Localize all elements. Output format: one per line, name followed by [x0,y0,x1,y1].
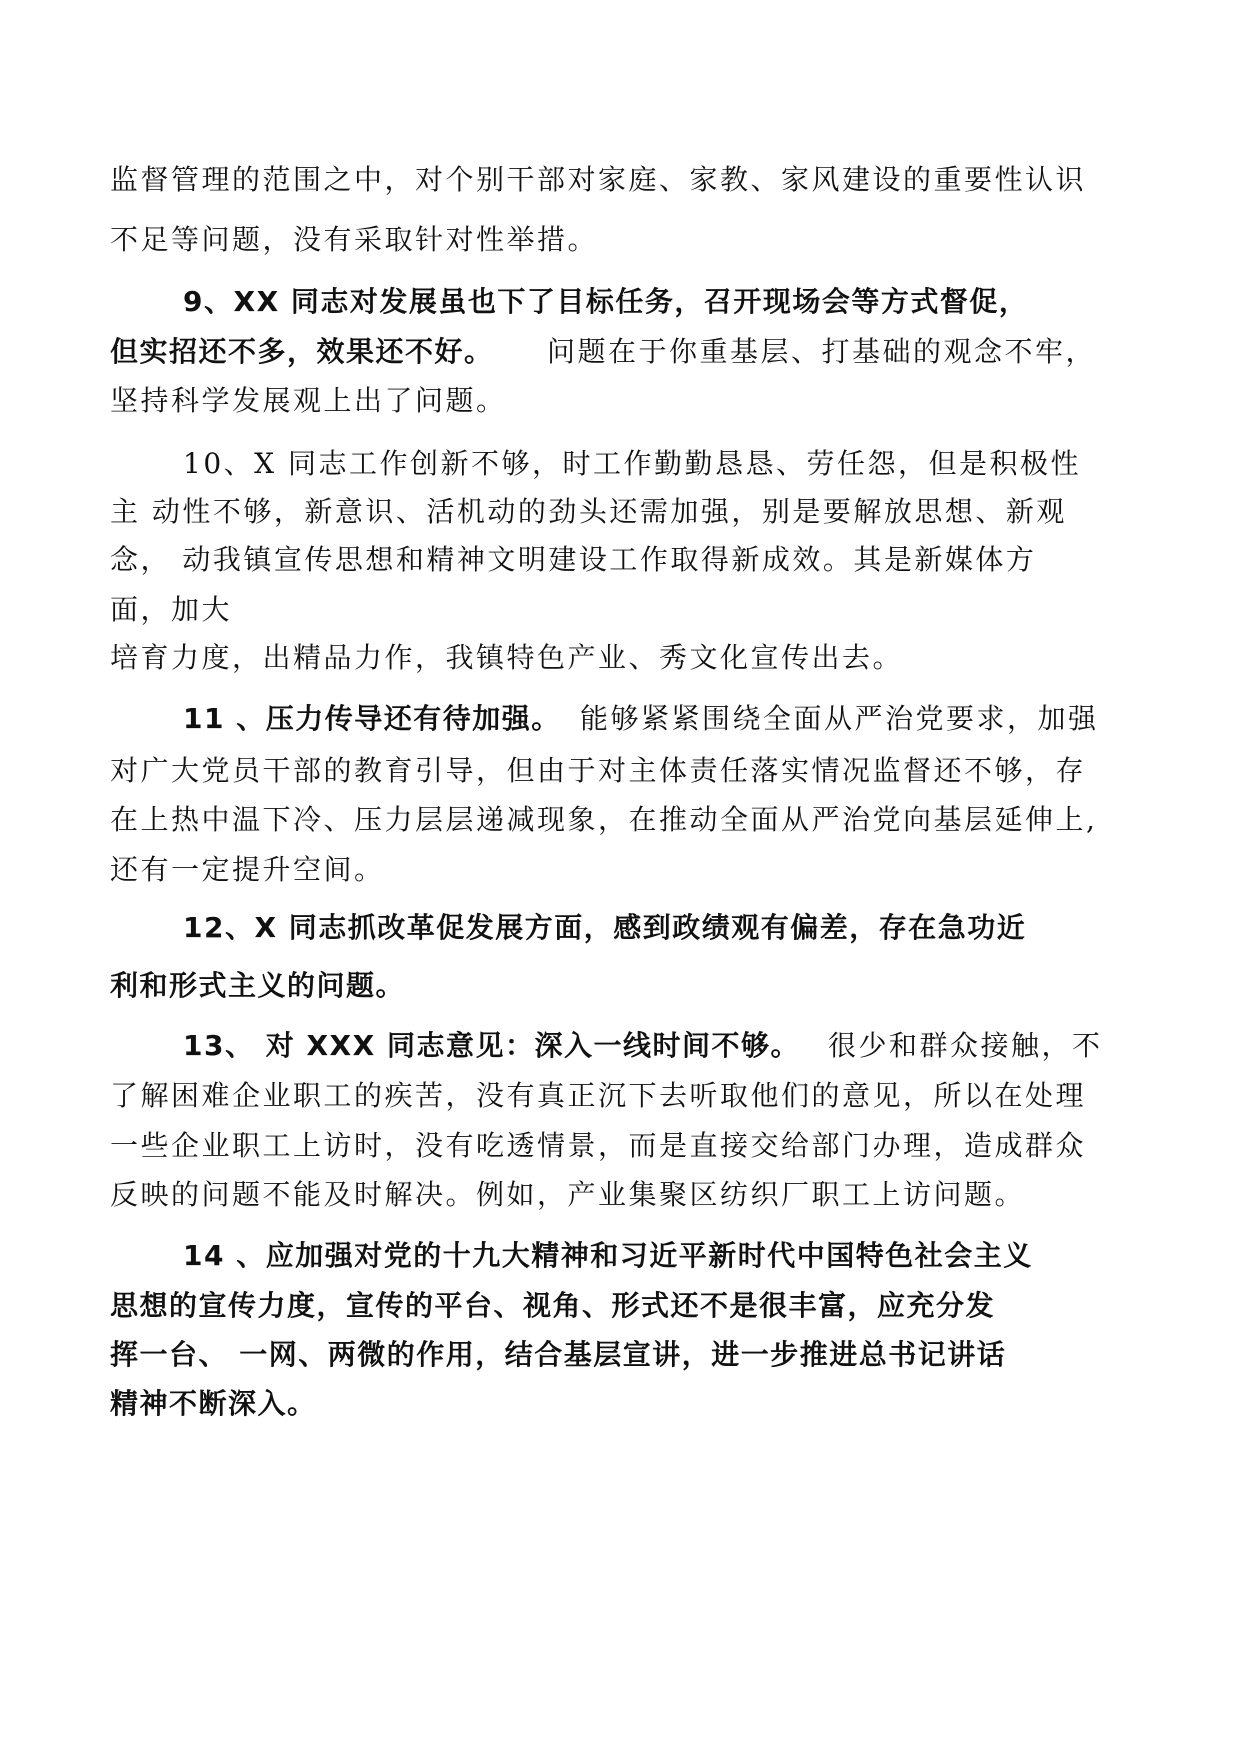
item-13-body-line-3: 一些企业职工上访时，没有吃透情景，而是直接交给部门办理，造成群众 [110,1129,1087,1162]
item-11-body-line-1: 能够紧紧围绕全面从严治党要求，加强 [580,702,1099,735]
item-12-heading-line-1: 12、X 同志抓改革促发展方面，感到政绩观有偏差，存在急功近 [183,911,1027,944]
item-11-body-line-4: 还有一定提升空间。 [110,853,385,886]
item-11-body-line-3: 在上热中温下冷、压力层层递减现象，在推动全面从严治党向基层延伸上, [110,803,1098,836]
item-13-body-line-4: 反映的问题不能及时解决。例如，产业集聚区纺织厂职工上访问题。 [110,1178,1026,1211]
item-11-heading: 11 、压力传导还有待加强。 [183,702,561,735]
item-9-heading-line-2: 但实招还不多，效果还不好。 [110,335,494,368]
paragraph-8-line-1: 监督管理的范围之中，对个别干部对家庭、家教、家风建设的重要性认识 [110,163,1087,196]
item-12-heading-line-2: 利和形式主义的问题。 [110,969,406,1002]
item-14-line-2: 思想的宣传力度，宣传的平台、视角、形式还不是很丰富，应充分发 [110,1289,996,1322]
item-9-body-line-1: 问题在于你重基层、打基础的观念不牢， [547,335,1097,368]
item-14-line-3: 挥一台、 一网、两微的作用，结合基层宣讲，进一步推进总书记讲话 [110,1338,1007,1371]
item-13-body-line-2: 了解困难企业职工的疾苦，没有真正沉下去听取他们的意见，所以在处理 [110,1079,1087,1112]
item-13-heading: 13、 对 XXX 同志意见：深入一线时间不够。 [183,1029,800,1062]
item-10-line-5: 培育力度，出精品力作，我镇特色产业、秀文化宣传出去。 [110,641,904,674]
paragraph-8-line-2: 不足等问题，没有采取针对性举措。 [110,223,599,256]
item-10-line-4: 面，加大 [110,593,233,626]
item-9-heading-line-1: 9、XX 同志对发展虽也下了目标任务，召开现场会等方式督促， [183,285,1029,318]
item-14-line-4: 精神不断深入。 [110,1387,317,1420]
item-9-body-line-2: 坚持科学发展观上出了问题。 [110,384,507,417]
item-10-line-2: 主 动性不够，新意识、活机动的劲头还需加强，别是要解放思想、新观 [110,495,1067,528]
item-11-body-line-2: 对广大党员干部的教育引导，但由于对主体责任落实情况监督还不够，存 [110,754,1087,787]
item-10-line-1: 10、X 同志工作创新不够，时工作勤勤恳恳、劳任怨，但是积极性 [183,447,1081,480]
item-10-line-3: 念， 动我镇宣传思想和精神文明建设工作取得新成效。其是新媒体方 [110,543,1037,576]
item-14-line-1: 14 、应加强对党的十九大精神和习近平新时代中国特色社会主义 [183,1239,1033,1272]
item-13-body-line-1: 很少和群众接触，不 [828,1029,1103,1062]
